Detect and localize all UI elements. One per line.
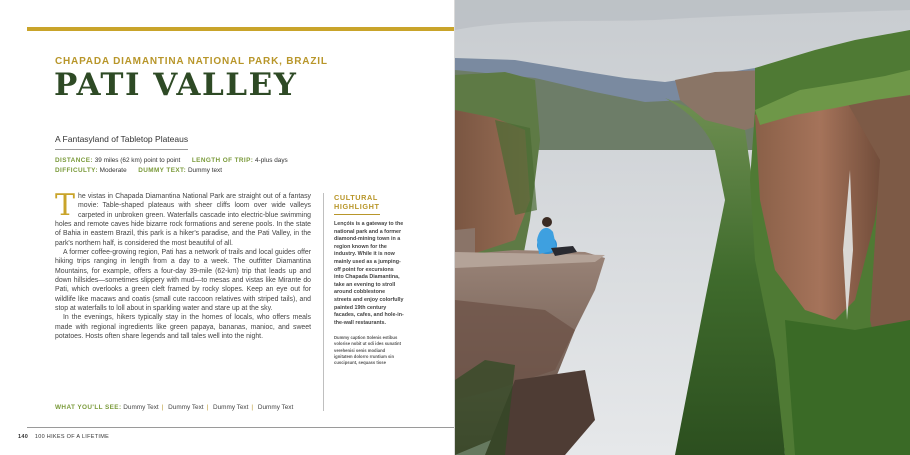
length-label: LENGTH OF TRIP: [191,157,254,164]
what-youll-see: WHAT YOU'LL SEE: Dummy Text | Dummy Text | Dummy Text | Dummy Text [55,404,294,411]
running-head: 100 HIKES OF A LIFETIME [34,434,110,440]
length-value: 4-plus days [255,157,288,164]
see-item: Dummy Text [213,404,249,411]
drop-cap: T [55,188,76,223]
subtitle-rule [55,149,188,150]
paragraph-2: A former coffee-growing region, Pati has a network of trails and local guides offer hiking trips ranging in length from a day to a week. The outfitter Diamantina Mountains, for example, offers a four-day 39-mile (62-km) trip that leads up and down hillsides—sometimes slippery with mud—to mesas and vistas like Mirante do Pati, which overlooks a green cleft framed by rocky slopes. Keep an eye out for wildlife like macaws and coatis (small cute raccoon relatives with striped tails), and stop at waterfalls to loll about in sparkling water and stare up at the sky. [55,249,311,313]
paragraph-1-text: he vistas in Chapada Diamantina National Park are straight out of a fantasy movie: Table-shaped plateaus with sheer cliffs loom over wide valleys carpeted in unbroken green. Waterfalls cascade into electric-blue swimming holes and remote caves hide bizarre rock formations and serene pools. In the state of Bahia in eastern Brazil, this park is a hiker's paradise, and the Pati Valley, in the park's northern half, is considered the most beautiful of all. [55,193,311,247]
see-item: Dummy Text [123,404,159,411]
paragraph-1 [55,188,311,248]
facts-line-2 [55,166,288,176]
difficulty-label: DIFFICULTY: [55,167,98,174]
dummy-label: DUMMY TEXT: [138,167,187,174]
bottom-rule [27,427,454,428]
distance-label: DISTANCE: [55,157,93,164]
distance-value: 39 miles (62 km) point to point [94,157,181,164]
sidebar-title-rule [334,214,380,215]
location-kicker: CHAPADA DIAMANTINA NATIONAL PARK, BRAZIL [55,56,328,67]
sidebar-text: Lençóis is a gateway to the national park and a former diamond-mining town in a region known for the industry. While it is now mainly used as a jumping-off point for excursions into Chapada Diamantina, take an evening to stroll around cobblestone streets and enjoy colorfully painted 19th century facades, cafes, and hole-in-the-wall restaurants. [334,221,404,326]
facts-line-1 [55,156,288,166]
valley-landscape-image [455,0,910,455]
see-item: Dummy Text [257,404,294,411]
cultural-highlight-sidebar [334,193,404,366]
valley-photo [455,0,910,455]
sidebar-divider [323,193,324,411]
body-text [55,188,311,342]
folio [18,434,109,440]
trip-facts [55,156,288,176]
difficulty-value: Moderate [99,167,127,174]
page-title: PATI VALLEY [54,67,298,103]
page-number: 140 [18,434,29,440]
see-item: Dummy Text [168,404,204,411]
dummy-value: Dummy text [187,167,223,174]
photo-caption: Dummy caption Solenis estibus volorise nobit ut odi ides sunatint verehenisi senis modiand ignitatem dolorro rruntium sin cuscipsunt, sequass tisse [334,335,402,365]
subtitle: A Fantasyland of Tabletop Plateaus [55,134,189,144]
sidebar-title: CULTURAL HIGHLIGHT [334,193,380,211]
top-rule [27,27,454,31]
see-label: WHAT YOU'LL SEE: [55,404,122,411]
paragraph-3: In the evenings, hikers typically stay in the homes of locals, who offers meals made with regional ingredients like green papaya, bananas, manioc, and sweet potatoes. Hosts often share legends and tall tales well into the night. [55,314,311,341]
